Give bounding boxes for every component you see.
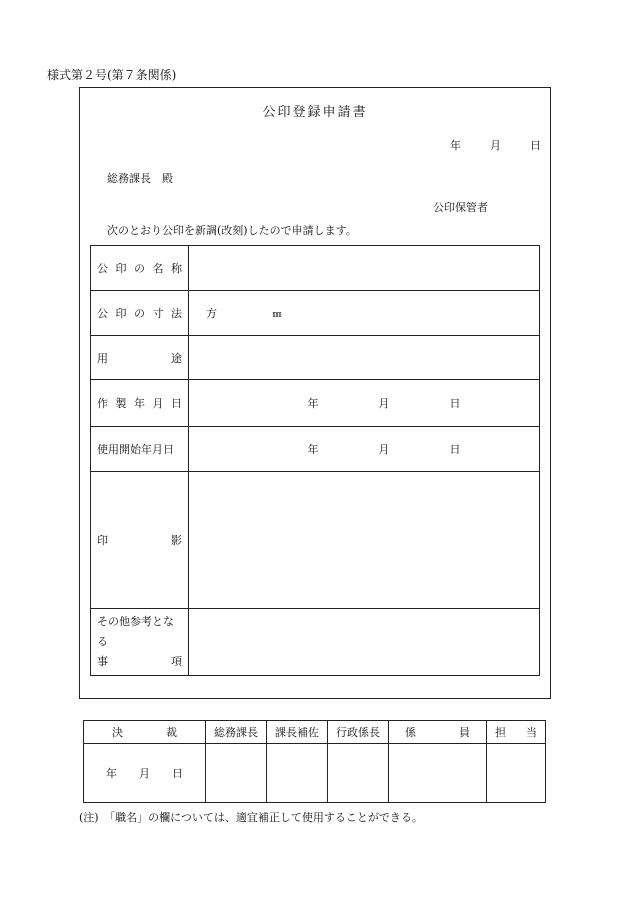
seal-keeper-label: 公印保管者 — [433, 201, 488, 214]
row-impression — [91, 472, 540, 609]
label-purpose: 用 途 — [91, 336, 189, 380]
label-seal-name: 公 印 の 名 称 — [91, 246, 189, 291]
date-year: 年 — [450, 139, 461, 152]
field-seal-name[interactable] — [189, 246, 540, 291]
form-number-label: 様式第２号(第７条関係) — [47, 68, 177, 82]
row-start-date — [91, 427, 540, 472]
header-in-charge: 担 当 — [487, 721, 546, 744]
header-assistant-chief: 課長補佐 — [267, 721, 328, 744]
label-impression: 印 影 — [91, 472, 189, 609]
field-purpose[interactable] — [189, 336, 540, 380]
row-purpose — [91, 336, 540, 380]
field-impression[interactable] — [189, 472, 540, 609]
date-month: 月 — [490, 139, 501, 152]
stamp-assistant-chief[interactable] — [267, 744, 328, 803]
application-table — [90, 245, 540, 676]
header-decision: 決 裁 — [84, 721, 206, 744]
row-seal-name — [91, 246, 540, 291]
stamp-staff[interactable] — [389, 744, 487, 803]
row-other — [91, 609, 540, 676]
label-seal-size: 公 印 の 寸 法 — [91, 291, 189, 336]
date-day: 日 — [530, 139, 541, 152]
label-made-date: 作 製 年 月 日 — [91, 380, 189, 427]
size-unit-label: ㎜ — [272, 310, 282, 320]
field-start-date[interactable]: 年 月 日 — [189, 427, 540, 472]
approval-sign-row — [84, 744, 546, 803]
approval-table — [83, 720, 546, 803]
field-other[interactable] — [189, 609, 540, 676]
intro-text: 次のとおり公印を新調(改刻)したので申請します。 — [107, 224, 357, 237]
size-side-label: 方 — [206, 307, 217, 320]
application-date — [450, 137, 541, 153]
stamp-in-charge[interactable] — [487, 744, 546, 803]
label-start-date: 使用開始年月日 — [91, 427, 189, 472]
header-staff: 係 員 — [389, 721, 487, 744]
row-seal-size — [91, 291, 540, 336]
label-other: その他参考となる 事 項 — [91, 609, 189, 676]
addressee: 総務課長 殿 — [107, 172, 173, 185]
stamp-admin-subchief[interactable] — [328, 744, 389, 803]
stamp-general-affairs-chief[interactable] — [206, 744, 267, 803]
footnote: (注) 「職名」の欄については、適宜補正して使用することができる。 — [79, 811, 423, 824]
row-made-date — [91, 380, 540, 427]
approval-date-cell[interactable]: 年 月 日 — [84, 744, 206, 803]
document-title: 公印登録申請書 — [262, 105, 368, 120]
field-made-date[interactable]: 年 月 日 — [189, 380, 540, 427]
approval-header-row — [84, 721, 546, 744]
header-admin-subchief: 行政係長 — [328, 721, 389, 744]
field-seal-size[interactable] — [189, 291, 540, 336]
header-general-affairs-chief: 総務課長 — [206, 721, 267, 744]
